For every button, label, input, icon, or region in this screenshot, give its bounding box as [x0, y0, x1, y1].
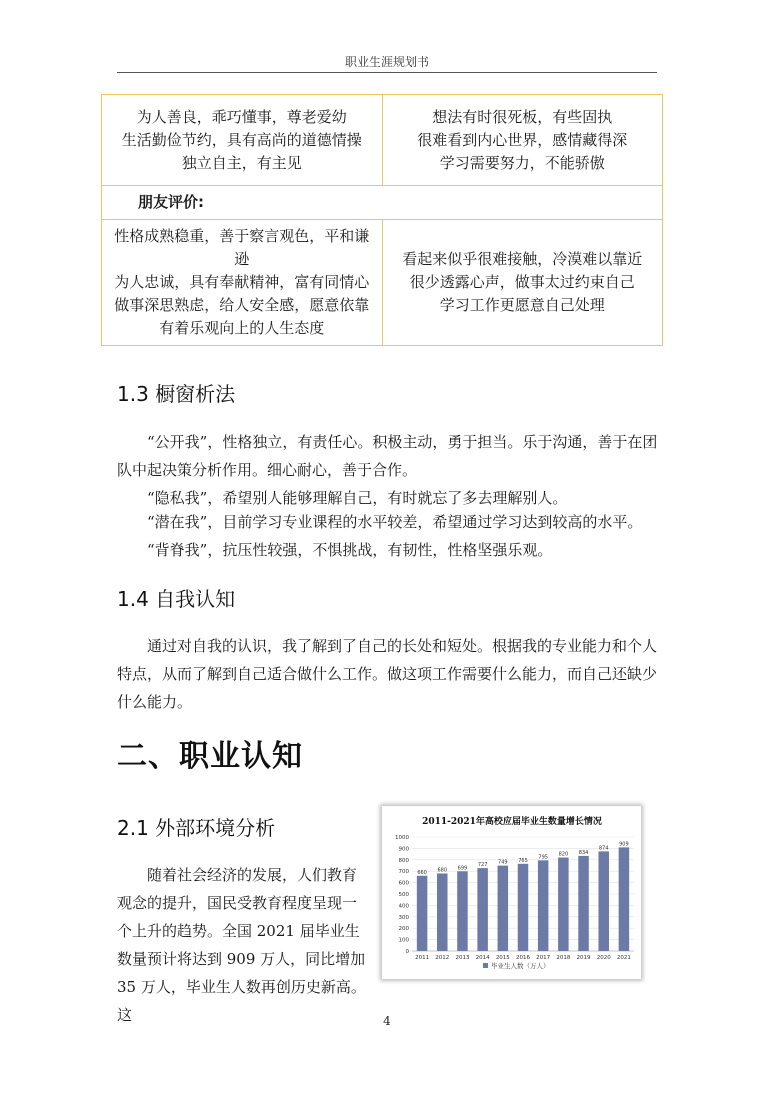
table-line: 为人忠诚，具有奉献精神，富有同情心 — [114, 273, 370, 291]
paragraph: “公开我”，性格独立，有责任心。积极主动，勇于担当。乐于沟通，善于在团队中起决策分析作用。细心耐心，善于合作。 — [117, 433, 658, 479]
bar — [538, 860, 548, 951]
self-strengths-cell — [102, 95, 383, 186]
x-tick-label: 2016 — [516, 955, 530, 961]
paragraph: 随着社会经济的发展，人们教育观念的提升，国民受教育程度呈现一个上升的趋势。全国 2021 届毕业生数量预计将达到 909 万人，同比增加 35 万人，毕业生人数再创历史新高。这 — [117, 866, 366, 1024]
bar — [477, 868, 487, 951]
y-tick-label: 300 — [398, 914, 409, 921]
x-tick-label: 2014 — [475, 955, 490, 961]
data-label: 699 — [457, 865, 468, 872]
bar — [578, 856, 588, 951]
paragraph: 通过对自我的认识，我了解到了自己的长处和短处。根据我的专业能力和个人特点，从而了解到自己适合做什么工作。做这项工作需要什么能力，而自己还缺少什么能力。 — [117, 637, 658, 711]
data-label: 820 — [558, 851, 569, 858]
table-line: 独立自主，有主见 — [181, 153, 302, 172]
section-1-4-title: 1.4 自我认知 — [117, 587, 236, 611]
x-tick-label: 2015 — [495, 955, 510, 961]
bar — [619, 847, 629, 951]
evaluation-table — [101, 94, 663, 346]
x-tick-label: 2011 — [415, 955, 430, 961]
x-tick-label: 2018 — [556, 955, 571, 961]
table-line: 学习需要努力，不能骄傲 — [439, 153, 605, 172]
data-label: 749 — [498, 859, 508, 866]
paragraph: “隐私我”，希望别人能够理解自己，有时就忘了多去理解别人。 — [147, 489, 568, 507]
y-tick-label: 200 — [398, 926, 409, 933]
table-line: 想法有时很死板，有些固执 — [432, 107, 613, 126]
table-line: 很难看到内心世界，感情藏得深 — [417, 130, 628, 149]
y-tick-label: 500 — [398, 892, 409, 898]
legend-swatch — [483, 963, 488, 968]
bar — [598, 851, 608, 951]
y-tick-label: 700 — [398, 869, 409, 876]
friends-evaluation-label: 朋友评价: — [102, 186, 663, 220]
y-tick-label: 1000 — [395, 835, 409, 841]
bar — [498, 866, 508, 951]
page-number: 4 — [383, 1014, 391, 1028]
chart-legend — [483, 961, 550, 970]
table-line: 生活勤俭节约，具有高尚的道德情操 — [121, 130, 362, 149]
table-line: 做事深思熟虑，给人安全感，愿意依靠 — [114, 296, 370, 314]
table-line: 为人善良，乖巧懂事，尊老爱幼 — [136, 107, 347, 126]
y-tick-label: 800 — [398, 857, 409, 864]
table-line: 性格成熟稳重，善于察言观色，平和谦逊 — [114, 227, 370, 268]
paragraph: “潜在我”，目前学习专业课程的水平较差，希望通过学习达到较高的水平。 — [147, 513, 643, 531]
data-label: 874 — [598, 845, 609, 852]
chart-title: 2011-2021年高校应届毕业生数量增长情况 — [422, 817, 602, 827]
data-label: 834 — [578, 849, 589, 856]
x-tick-label: 2017 — [536, 955, 551, 961]
friends-weaknesses-cell — [382, 220, 663, 346]
bar — [558, 858, 568, 951]
data-label: 660 — [417, 869, 427, 876]
data-label: 765 — [518, 857, 528, 864]
data-label: 795 — [538, 854, 548, 861]
x-tick-label: 2019 — [576, 955, 591, 961]
data-label: 727 — [477, 862, 488, 869]
bar — [518, 864, 528, 951]
section-1-3-title: 1.3 橱窗析法 — [117, 382, 236, 406]
running-header: 职业生涯规划书 — [344, 55, 429, 69]
x-tick-label: 2013 — [455, 955, 470, 961]
y-tick-label: 100 — [398, 937, 409, 944]
x-tick-label: 2012 — [435, 955, 450, 961]
chapter-2-title: 二、职业认知 — [117, 739, 303, 774]
bar — [417, 876, 427, 951]
x-tick-label: 2021 — [616, 955, 631, 961]
x-axis-tick-labels — [415, 955, 631, 961]
y-tick-label: 0 — [405, 949, 409, 955]
self-weaknesses-cell — [382, 95, 663, 186]
y-tick-label: 600 — [398, 880, 409, 887]
data-label: 680 — [437, 867, 448, 874]
data-label: 909 — [619, 841, 629, 848]
bar — [437, 873, 447, 951]
table-line: 看起来似乎很难接触，冷漠难以靠近 — [402, 250, 643, 268]
y-axis-tick-labels — [395, 835, 410, 955]
table-line: 学习工作更愿意自己处理 — [439, 296, 605, 314]
y-tick-label: 900 — [398, 846, 409, 853]
table-line: 有着乐观向上的人生态度 — [159, 319, 325, 337]
x-tick-label: 2020 — [596, 955, 611, 961]
y-tick-label: 400 — [398, 903, 409, 910]
paragraph: “背脊我”，抗压性较强，不惧挑战，有韧性，性格坚强乐观。 — [147, 541, 553, 559]
header-rule — [117, 72, 657, 73]
section-2-1-title: 2.1 外部环境分析 — [117, 816, 276, 840]
table-line: 很少透露心声，做事太过约束自己 — [409, 273, 635, 291]
legend-label: 毕业生人数（万人） — [491, 962, 550, 970]
graduates-chart — [382, 806, 641, 979]
bar — [457, 871, 467, 951]
bar-chart-svg — [382, 806, 641, 979]
friends-strengths-cell — [102, 220, 383, 346]
